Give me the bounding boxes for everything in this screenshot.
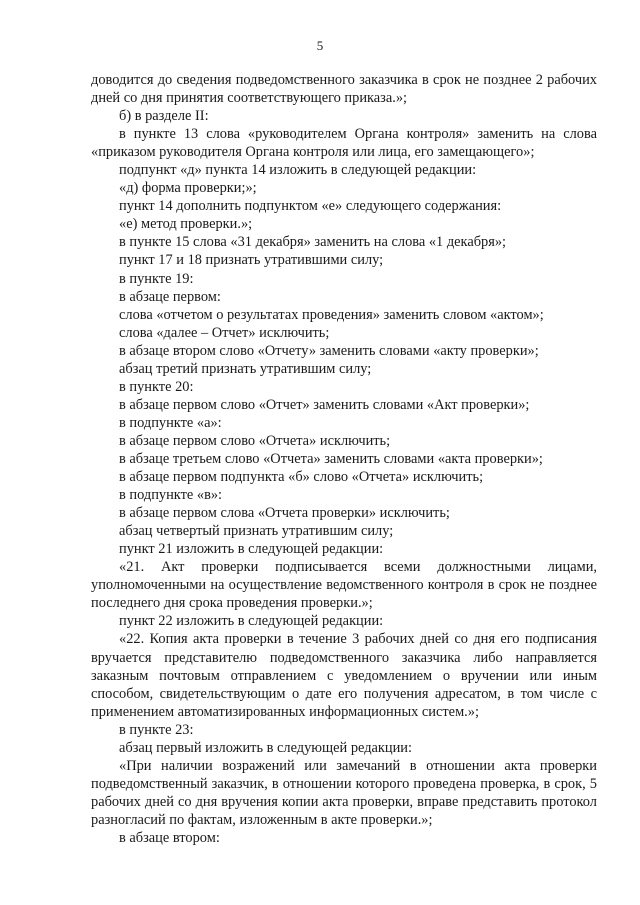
paragraph: пункт 21 изложить в следующей редакции: xyxy=(119,541,384,558)
paragraph: в абзаце втором: xyxy=(119,829,220,846)
paragraph: «е) метод проверки.»; xyxy=(119,216,253,233)
paragraph: «д) форма проверки;»; xyxy=(119,180,257,197)
paragraph: в абзаце первом подпункта «б» слово «Отчета» исключить; xyxy=(119,469,484,486)
paragraph: б) в разделе II: xyxy=(119,108,209,125)
paragraph: в абзаце втором слово «Отчету» заменить словами «акту проверки»; xyxy=(119,342,539,359)
paragraph: подпункт «д» пункта 14 изложить в следующей редакции: xyxy=(119,162,477,179)
paragraph: доводится до сведения подведомственного заказчика в срок не позднее 2 рабочих дней со дня принятия соответствующего приказа.»; xyxy=(91,72,597,107)
paragraph: пункт 22 изложить в следующей редакции: xyxy=(119,613,384,630)
paragraph: в пункте 19: xyxy=(119,270,194,287)
paragraph: пункт 14 дополнить подпунктом «е» следующего содержания: xyxy=(119,198,502,215)
paragraph: в пункте 20: xyxy=(119,378,194,395)
paragraph: «При наличии возражений или замечаний в отношении акта проверки подведомственный заказчик, в отношении которого проведена проверка, в срок, 5 рабочих дней со дня вручения копии акта проверки, вправе представить протокол разногласий по фактам, изложенным в акте проверки.»; xyxy=(91,757,597,828)
paragraph: «21. Акт проверки подписывается всеми должностными лицами, уполномоченными на осуществление ведомственного контроля в срок не позднее последнего дня срока проведения проверки.»; xyxy=(91,559,597,612)
paragraph: пункт 17 и 18 признать утратившими силу; xyxy=(119,252,384,269)
paragraph: в подпункте «в»: xyxy=(119,487,223,504)
paragraph: абзац третий признать утратившим силу; xyxy=(119,360,372,377)
paragraph: абзац четвертый признать утратившим силу; xyxy=(119,523,394,540)
paragraph: в пункте 23: xyxy=(119,721,194,738)
paragraph: в абзаце первом слова «Отчета проверки» исключить; xyxy=(119,505,450,522)
paragraph: в абзаце первом: xyxy=(119,288,221,305)
paragraph: в подпункте «а»: xyxy=(119,414,222,431)
paragraph: в пункте 15 слова «31 декабря» заменить на слова «1 декабря»; xyxy=(119,234,507,251)
page-number: 5 xyxy=(316,38,324,53)
document-body xyxy=(91,71,597,847)
paragraph: в абзаце первом слово «Отчета» исключить; xyxy=(119,432,391,449)
paragraph: в пункте 13 слова «руководителем Органа контроля» заменить на слова «приказом руководителя Органа контроля или лица, его замещающего»; xyxy=(91,126,597,161)
paragraph: в абзаце третьем слово «Отчета» заменить словами «акта проверки»; xyxy=(119,450,543,467)
paragraph: в абзаце первом слово «Отчет» заменить словами «Акт проверки»; xyxy=(119,396,530,413)
paragraph: слова «далее – Отчет» исключить; xyxy=(119,324,330,341)
paragraph: слова «отчетом о результатах проведения» заменить словом «актом»; xyxy=(119,306,544,323)
paragraph: абзац первый изложить в следующей редакции: xyxy=(119,739,413,756)
paragraph: «22. Копия акта проверки в течение 3 рабочих дней со дня его подписания вручается представителю подведомственного заказчика либо направляется заказным почтовым отправлением с уведомлением о вручении или иным способом, свидетельствующим о дате его получения адресатом, в том числе с применением автоматизированных информационных систем.»; xyxy=(91,631,597,720)
